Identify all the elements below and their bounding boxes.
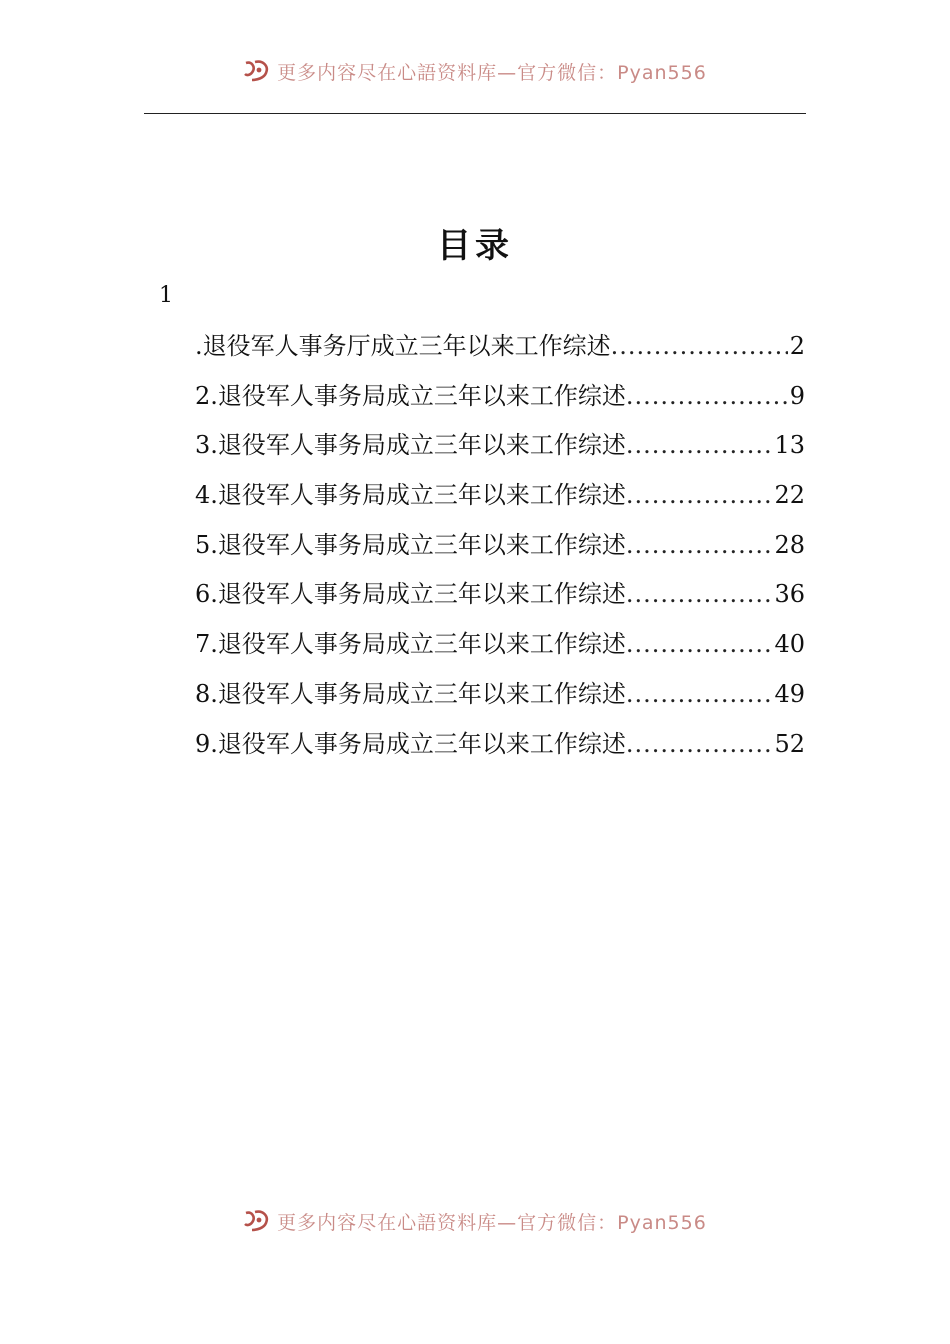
toc-entry-page-number: 28 bbox=[774, 530, 805, 559]
toc-entry-title: 4.退役军人事务局成立三年以来工作综述 bbox=[195, 481, 626, 510]
toc-entry-page-number: 49 bbox=[774, 679, 805, 708]
toc-entry[interactable] bbox=[195, 574, 805, 624]
toc-dot-leader bbox=[611, 332, 788, 360]
toc-entry-title: 6.退役军人事务局成立三年以来工作综述 bbox=[195, 580, 626, 609]
toc-dot-leader bbox=[626, 382, 788, 410]
toc-dot-leader bbox=[626, 531, 773, 559]
toc-entry[interactable] bbox=[195, 326, 805, 376]
toc-entry[interactable] bbox=[195, 376, 805, 426]
toc-entry-title: 2.退役军人事务局成立三年以来工作综述 bbox=[195, 381, 626, 410]
toc-entry[interactable] bbox=[195, 724, 805, 774]
toc-title: 目录 bbox=[437, 226, 513, 266]
logo-icon bbox=[243, 59, 271, 83]
toc-entry-page-number: 2 bbox=[789, 332, 805, 360]
toc-entry-page-number: 22 bbox=[774, 481, 805, 510]
toc-entry-title: 7.退役军人事务局成立三年以来工作综述 bbox=[195, 630, 626, 659]
header-rule bbox=[144, 113, 806, 114]
toc-entry[interactable] bbox=[195, 475, 805, 525]
toc-dot-leader bbox=[626, 680, 773, 708]
toc-entry-title: 3.退役军人事务局成立三年以来工作综述 bbox=[195, 431, 626, 460]
toc-entry[interactable] bbox=[195, 674, 805, 724]
toc-entry-page-number: 52 bbox=[774, 729, 805, 758]
toc-entry[interactable] bbox=[195, 624, 805, 674]
toc-dot-leader bbox=[626, 630, 773, 658]
toc-entry-title: 5.退役军人事务局成立三年以来工作综述 bbox=[195, 530, 626, 559]
logo-icon bbox=[243, 1209, 271, 1233]
toc-entry[interactable] bbox=[195, 525, 805, 575]
toc-entry-page-number: 9 bbox=[789, 381, 805, 410]
footer-banner-text: 更多内容尽在心語资料库—官方微信：Pyan556 bbox=[277, 1211, 707, 1234]
toc-entry-page-number: 40 bbox=[774, 630, 805, 659]
header-banner bbox=[0, 56, 950, 86]
header-banner-text: 更多内容尽在心語资料库—官方微信：Pyan556 bbox=[277, 61, 707, 84]
toc-dot-leader bbox=[626, 431, 773, 459]
toc-dot-leader bbox=[626, 481, 773, 509]
toc-dot-leader bbox=[626, 580, 773, 608]
toc-prefix: 1 bbox=[159, 283, 173, 308]
toc-entry-title: .退役军人事务厅成立三年以来工作综述 bbox=[195, 332, 611, 360]
toc-dot-leader bbox=[626, 730, 773, 758]
footer-banner bbox=[0, 1206, 950, 1236]
toc-entry-title: 9.退役军人事务局成立三年以来工作综述 bbox=[195, 729, 626, 758]
toc-list bbox=[195, 326, 805, 773]
toc-entry-title: 8.退役军人事务局成立三年以来工作综述 bbox=[195, 679, 626, 708]
toc-entry-page-number: 13 bbox=[774, 431, 805, 460]
toc-entry-page-number: 36 bbox=[774, 580, 805, 609]
toc-entry[interactable] bbox=[195, 425, 805, 475]
